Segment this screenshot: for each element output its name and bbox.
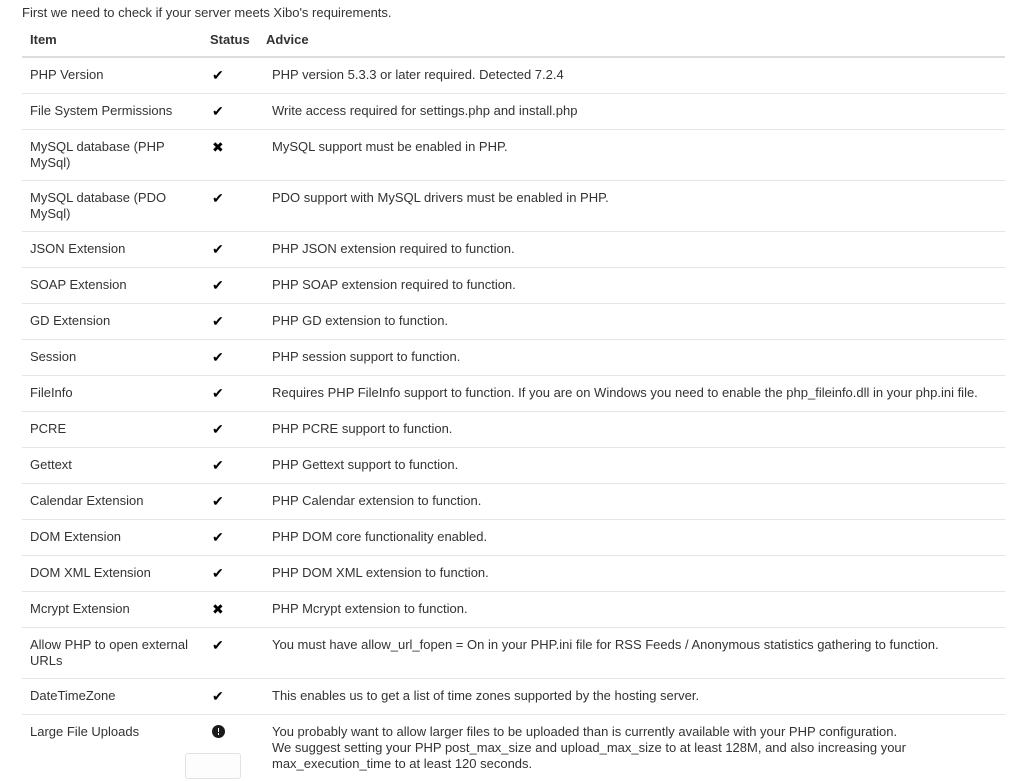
table-row bbox=[22, 520, 1005, 556]
requirement-status-cell bbox=[204, 304, 264, 340]
requirement-status-cell bbox=[204, 556, 264, 592]
requirement-advice bbox=[264, 304, 1005, 340]
check-icon: ✔ bbox=[212, 565, 224, 581]
check-icon: ✔ bbox=[212, 637, 224, 653]
table-header-row bbox=[22, 32, 1005, 57]
column-header-item: Item bbox=[22, 32, 204, 57]
requirement-status-cell bbox=[204, 484, 264, 520]
requirement-item-name: PHP Version bbox=[22, 57, 204, 94]
check-icon: ✔ bbox=[212, 190, 224, 206]
table-header bbox=[22, 32, 1005, 57]
advice-line: PHP version 5.3.3 or later required. Detected 7.2.4 bbox=[272, 67, 997, 83]
table-row bbox=[22, 268, 1005, 304]
next-button[interactable] bbox=[185, 753, 241, 779]
advice-line: PHP Calendar extension to function. bbox=[272, 493, 997, 509]
requirement-item-name: Mcrypt Extension bbox=[22, 592, 204, 628]
requirement-item-name: JSON Extension bbox=[22, 232, 204, 268]
table-row bbox=[22, 94, 1005, 130]
check-icon: ✔ bbox=[212, 529, 224, 545]
requirement-advice bbox=[264, 268, 1005, 304]
requirement-advice bbox=[264, 628, 1005, 679]
check-icon: ✔ bbox=[212, 103, 224, 119]
requirement-advice bbox=[264, 556, 1005, 592]
advice-line: PDO support with MySQL drivers must be enabled in PHP. bbox=[272, 190, 997, 206]
table-row bbox=[22, 448, 1005, 484]
requirement-item-name: MySQL database (PDO MySql) bbox=[22, 181, 204, 232]
check-icon: ✔ bbox=[212, 277, 224, 293]
table-row bbox=[22, 715, 1005, 781]
requirements-table bbox=[22, 32, 1005, 781]
requirement-item-name: PCRE bbox=[22, 412, 204, 448]
check-icon: ✔ bbox=[212, 421, 224, 437]
requirement-item-name: GD Extension bbox=[22, 304, 204, 340]
check-icon: ✔ bbox=[212, 493, 224, 509]
requirement-advice bbox=[264, 232, 1005, 268]
requirement-status-cell bbox=[204, 340, 264, 376]
requirement-status-cell bbox=[204, 130, 264, 181]
table-row bbox=[22, 679, 1005, 715]
table-row bbox=[22, 181, 1005, 232]
column-header-advice: Advice bbox=[264, 32, 1005, 57]
requirement-item-name: Allow PHP to open external URLs bbox=[22, 628, 204, 679]
requirement-advice bbox=[264, 520, 1005, 556]
requirement-advice bbox=[264, 57, 1005, 94]
advice-line: PHP Gettext support to function. bbox=[272, 457, 997, 473]
requirements-table-wrapper bbox=[22, 32, 1005, 781]
requirement-item-name: Session bbox=[22, 340, 204, 376]
advice-line: PHP session support to function. bbox=[272, 349, 997, 365]
requirement-advice bbox=[264, 412, 1005, 448]
requirement-status-cell bbox=[204, 628, 264, 679]
check-icon: ✔ bbox=[212, 349, 224, 365]
requirement-status-cell bbox=[204, 268, 264, 304]
check-icon: ✔ bbox=[212, 457, 224, 473]
requirement-advice bbox=[264, 448, 1005, 484]
requirement-item-name: FileInfo bbox=[22, 376, 204, 412]
advice-line: PHP GD extension to function. bbox=[272, 313, 997, 329]
table-row bbox=[22, 340, 1005, 376]
requirement-status-cell bbox=[204, 679, 264, 715]
check-icon: ✔ bbox=[212, 385, 224, 401]
column-header-status: Status bbox=[204, 32, 264, 57]
advice-line: You must have allow_url_fopen = On in your PHP.ini file for RSS Feeds / Anonymous statistics gathering to function. bbox=[272, 637, 997, 653]
advice-line: You probably want to allow larger files to be uploaded than is currently available with your PHP configuration. bbox=[272, 724, 997, 740]
requirement-advice bbox=[264, 340, 1005, 376]
requirement-item-name: File System Permissions bbox=[22, 94, 204, 130]
requirement-status-cell bbox=[204, 181, 264, 232]
table-row bbox=[22, 484, 1005, 520]
advice-line: MySQL support must be enabled in PHP. bbox=[272, 139, 997, 155]
requirement-item-name: DOM XML Extension bbox=[22, 556, 204, 592]
requirement-status-cell bbox=[204, 448, 264, 484]
requirement-advice bbox=[264, 181, 1005, 232]
table-row bbox=[22, 376, 1005, 412]
check-icon: ✔ bbox=[212, 313, 224, 329]
requirement-item-name: Gettext bbox=[22, 448, 204, 484]
check-icon: ✔ bbox=[212, 67, 224, 83]
requirement-status-cell bbox=[204, 412, 264, 448]
requirement-advice bbox=[264, 376, 1005, 412]
table-row bbox=[22, 130, 1005, 181]
requirement-advice bbox=[264, 484, 1005, 520]
table-row bbox=[22, 556, 1005, 592]
requirement-item-name: DOM Extension bbox=[22, 520, 204, 556]
requirement-item-name: SOAP Extension bbox=[22, 268, 204, 304]
requirement-item-name: Calendar Extension bbox=[22, 484, 204, 520]
advice-line: Requires PHP FileInfo support to function. If you are on Windows you need to enable the php_fileinfo.dll in your php.ini file. bbox=[272, 385, 997, 401]
requirement-advice bbox=[264, 715, 1005, 781]
advice-line: PHP DOM XML extension to function. bbox=[272, 565, 997, 581]
requirement-status-cell bbox=[204, 376, 264, 412]
requirement-item-name: MySQL database (PHP MySql) bbox=[22, 130, 204, 181]
advice-line: PHP DOM core functionality enabled. bbox=[272, 529, 997, 545]
requirement-status-cell bbox=[204, 592, 264, 628]
intro-text: First we need to check if your server meets Xibo's requirements. bbox=[22, 5, 392, 21]
table-row bbox=[22, 412, 1005, 448]
advice-line: This enables us to get a list of time zones supported by the hosting server. bbox=[272, 688, 997, 704]
cross-icon: ✖ bbox=[212, 139, 224, 155]
check-icon: ✔ bbox=[212, 688, 224, 704]
advice-line: PHP Mcrypt extension to function. bbox=[272, 601, 997, 617]
table-row bbox=[22, 592, 1005, 628]
requirement-advice bbox=[264, 94, 1005, 130]
advice-line: PHP JSON extension required to function. bbox=[272, 241, 997, 257]
advice-line: PHP SOAP extension required to function. bbox=[272, 277, 997, 293]
table-row bbox=[22, 57, 1005, 94]
advice-line: We suggest setting your PHP post_max_size and upload_max_size to at least 128M, and also increasing your max_execution_time to at least 120 seconds. bbox=[272, 740, 997, 772]
check-icon: ✔ bbox=[212, 241, 224, 257]
requirement-advice bbox=[264, 679, 1005, 715]
requirement-advice bbox=[264, 130, 1005, 181]
requirement-status-cell bbox=[204, 57, 264, 94]
requirement-advice bbox=[264, 592, 1005, 628]
exclamation-circle-icon bbox=[212, 725, 225, 738]
requirement-item-name: DateTimeZone bbox=[22, 679, 204, 715]
advice-line: PHP PCRE support to function. bbox=[272, 421, 997, 437]
requirement-status-cell bbox=[204, 232, 264, 268]
requirement-status-cell bbox=[204, 94, 264, 130]
table-row bbox=[22, 232, 1005, 268]
cross-icon: ✖ bbox=[212, 601, 224, 617]
table-row bbox=[22, 628, 1005, 679]
advice-line: Write access required for settings.php and install.php bbox=[272, 103, 997, 119]
table-row bbox=[22, 304, 1005, 340]
requirement-status-cell bbox=[204, 520, 264, 556]
requirement-item-name: Large File Uploads bbox=[22, 715, 204, 781]
table-body bbox=[22, 57, 1005, 781]
